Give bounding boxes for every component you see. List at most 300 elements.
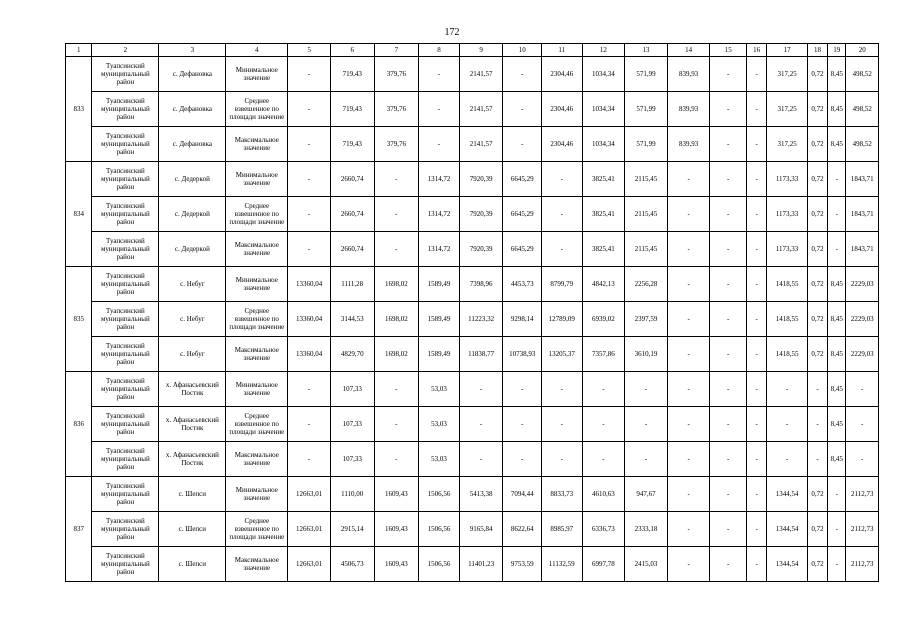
table-cell: 947,67 (625, 477, 668, 512)
table-cell: - (667, 337, 710, 372)
table-cell: 1589,49 (419, 302, 460, 337)
table-cell: - (503, 372, 542, 407)
table-cell: - (710, 197, 747, 232)
table-cell: 8833,73 (541, 477, 582, 512)
table-cell: 2141,57 (459, 92, 503, 127)
table-row (66, 232, 879, 267)
table-cell: 1314,72 (419, 162, 460, 197)
table-cell: - (374, 162, 419, 197)
table-cell: 1418,55 (767, 302, 808, 337)
table-cell: 9165,84 (459, 512, 503, 547)
table-cell: 8,45 (828, 337, 846, 372)
table-cell: - (541, 162, 582, 197)
table-cell: - (746, 92, 766, 127)
table-cell: 12663,01 (288, 512, 331, 547)
table-cell: - (288, 127, 331, 162)
table-cell: х. Афанасьевский Постик (159, 372, 226, 407)
table-cell: 4842,13 (582, 267, 625, 302)
table-cell: 11223,32 (459, 302, 503, 337)
table-cell: - (746, 512, 766, 547)
table-cell: 2115,45 (625, 197, 668, 232)
table-cell: с. Небуг (159, 337, 226, 372)
table-cell: с. Дефановка (159, 127, 226, 162)
table-cell: - (746, 407, 766, 442)
table-cell: 8,45 (828, 442, 846, 477)
table-cell: 7398,96 (459, 267, 503, 302)
table-cell: 0,72 (807, 197, 827, 232)
table-cell: 719,43 (330, 57, 374, 92)
table-cell: - (288, 232, 331, 267)
table-row (66, 547, 879, 582)
table-cell: 0,72 (807, 267, 827, 302)
table-cell: - (374, 197, 419, 232)
table-cell: с. Небуг (159, 302, 226, 337)
table-cell: - (746, 127, 766, 162)
table-cell: 2415,03 (625, 547, 668, 582)
table-cell: 1698,02 (374, 267, 419, 302)
table-cell: 1418,55 (767, 267, 808, 302)
table-cell: 1506,56 (419, 547, 460, 582)
table-cell: 1506,56 (419, 512, 460, 547)
table-cell: Минимальное значение (226, 372, 288, 407)
table-cell: 498,52 (846, 57, 879, 92)
table-cell: Туапсинский муниципальный район (92, 267, 159, 302)
table-cell: 8985,97 (541, 512, 582, 547)
table-cell: 2112,73 (846, 512, 879, 547)
table-cell: - (541, 372, 582, 407)
table-cell: 1173,33 (767, 232, 808, 267)
table-cell: 8,45 (828, 302, 846, 337)
table-cell: - (288, 197, 331, 232)
table-cell: 498,52 (846, 127, 879, 162)
record-number-cell: 835 (66, 267, 92, 372)
table-cell: 1609,43 (374, 547, 419, 582)
table-cell: - (828, 232, 846, 267)
table-cell: - (746, 442, 766, 477)
table-cell: 8622,64 (503, 512, 542, 547)
table-cell: Максимальное значение (226, 337, 288, 372)
table-cell: 2112,73 (846, 547, 879, 582)
column-header: 15 (710, 44, 747, 57)
table-cell: с. Дефановка (159, 92, 226, 127)
table-cell: 1843,71 (846, 197, 879, 232)
table-cell: 571,99 (625, 127, 668, 162)
table-cell: 1698,02 (374, 302, 419, 337)
table-cell: - (710, 267, 747, 302)
table-cell: - (419, 57, 460, 92)
table-cell: - (625, 407, 668, 442)
table-row (66, 372, 879, 407)
table-cell: - (459, 442, 503, 477)
table-cell: - (459, 372, 503, 407)
table-cell: - (846, 372, 879, 407)
table-cell: Туапсинский муниципальный район (92, 407, 159, 442)
table-cell: - (710, 302, 747, 337)
table-cell: Туапсинский муниципальный район (92, 162, 159, 197)
table-cell: - (710, 547, 747, 582)
table-cell: 1173,33 (767, 197, 808, 232)
table-cell: 0,72 (807, 92, 827, 127)
table-cell: 317,25 (767, 57, 808, 92)
table-cell: с. Шепси (159, 512, 226, 547)
table-cell: - (828, 477, 846, 512)
record-number-cell: 836 (66, 372, 92, 477)
table-cell: 3825,41 (582, 232, 625, 267)
table-cell: 9298,14 (503, 302, 542, 337)
table-cell: 2229,03 (846, 267, 879, 302)
table-cell: 7357,86 (582, 337, 625, 372)
table-cell: 2304,46 (541, 92, 582, 127)
table-cell: - (374, 407, 419, 442)
table-cell: 8,45 (828, 57, 846, 92)
table-cell: 1609,43 (374, 477, 419, 512)
table-cell: 719,43 (330, 92, 374, 127)
table-cell: 11401,23 (459, 547, 503, 582)
table-cell: 3825,41 (582, 197, 625, 232)
table-row (66, 302, 879, 337)
table-cell: - (746, 477, 766, 512)
table-cell: х. Афанасьевский Постик (159, 442, 226, 477)
table-cell: 12663,01 (288, 547, 331, 582)
column-header: 19 (828, 44, 846, 57)
table-cell: - (667, 162, 710, 197)
table-cell: - (288, 407, 331, 442)
table-cell: Минимальное значение (226, 267, 288, 302)
table-cell: - (767, 407, 808, 442)
table-cell: - (807, 407, 827, 442)
table-row (66, 92, 879, 127)
column-header: 16 (746, 44, 766, 57)
table-cell: с. Дедеркой (159, 197, 226, 232)
table-cell: 0,72 (807, 162, 827, 197)
table-row (66, 162, 879, 197)
table-cell: 1506,56 (419, 477, 460, 512)
table-cell: 1034,34 (582, 57, 625, 92)
table-row (66, 267, 879, 302)
table-cell: с. Дефановка (159, 57, 226, 92)
table-cell: 2660,74 (330, 232, 374, 267)
table-cell: - (746, 232, 766, 267)
table-cell: с. Шепси (159, 477, 226, 512)
table-cell: 379,76 (374, 57, 419, 92)
table-cell: - (746, 57, 766, 92)
table-cell: 0,72 (807, 547, 827, 582)
table-cell: 0,72 (807, 232, 827, 267)
table-cell: Туапсинский муниципальный район (92, 302, 159, 337)
table-cell: - (419, 92, 460, 127)
table-cell: 1344,54 (767, 547, 808, 582)
table-cell: 11132,59 (541, 547, 582, 582)
table-cell: 317,25 (767, 127, 808, 162)
column-header: 17 (767, 44, 808, 57)
column-header: 2 (92, 44, 159, 57)
table-cell: - (582, 372, 625, 407)
table-cell: 8799,79 (541, 267, 582, 302)
table-cell: 2660,74 (330, 197, 374, 232)
column-header: 8 (419, 44, 460, 57)
table-cell: - (288, 92, 331, 127)
table-cell: - (288, 442, 331, 477)
table-cell: 107,33 (330, 407, 374, 442)
table-cell: - (541, 407, 582, 442)
table-cell: - (667, 197, 710, 232)
page-number: 172 (444, 27, 460, 38)
table-cell: 571,99 (625, 57, 668, 92)
table-cell: с. Шепси (159, 547, 226, 582)
table-cell: - (541, 197, 582, 232)
table-cell: 4610,63 (582, 477, 625, 512)
table-cell: - (374, 442, 419, 477)
table-cell: - (828, 197, 846, 232)
table-cell: 1589,49 (419, 337, 460, 372)
table-cell: 4506,73 (330, 547, 374, 582)
table-cell: - (288, 372, 331, 407)
table-cell: 0,72 (807, 127, 827, 162)
table-cell: 7094,44 (503, 477, 542, 512)
table-cell: 6645,29 (503, 232, 542, 267)
table-header-row (66, 44, 879, 57)
table-cell: - (667, 547, 710, 582)
column-header: 3 (159, 44, 226, 57)
table-cell: 839,93 (667, 57, 710, 92)
table-cell: - (667, 267, 710, 302)
table-cell: 8,45 (828, 372, 846, 407)
table-cell: 2115,45 (625, 162, 668, 197)
table-cell: - (710, 442, 747, 477)
table-cell: 12663,01 (288, 477, 331, 512)
table-cell: - (667, 512, 710, 547)
table-cell: 1609,43 (374, 512, 419, 547)
column-header: 11 (541, 44, 582, 57)
table-cell: Среднее взвешенное по площади значение (226, 197, 288, 232)
table-cell: 2333,18 (625, 512, 668, 547)
table-cell: Туапсинский муниципальный район (92, 442, 159, 477)
table-cell: 0,72 (807, 337, 827, 372)
table-cell: Туапсинский муниципальный район (92, 477, 159, 512)
table-cell: - (667, 407, 710, 442)
table-cell: - (503, 127, 542, 162)
table-cell: 2141,57 (459, 127, 503, 162)
table-cell: - (625, 372, 668, 407)
table-cell: 839,93 (667, 92, 710, 127)
table-cell: - (746, 267, 766, 302)
table-cell: - (746, 162, 766, 197)
table-cell: 6939,02 (582, 302, 625, 337)
table-cell: 839,93 (667, 127, 710, 162)
column-header: 5 (288, 44, 331, 57)
table-cell: 1843,71 (846, 162, 879, 197)
table-cell: х. Афанасьевский Постик (159, 407, 226, 442)
table-cell: - (828, 512, 846, 547)
table-cell: - (288, 57, 331, 92)
table-cell: 2229,03 (846, 302, 879, 337)
table-cell: Среднее взвешенное по площади значение (226, 407, 288, 442)
table-cell: - (582, 407, 625, 442)
table-cell: 7920,39 (459, 162, 503, 197)
table-cell: - (710, 477, 747, 512)
table-cell: - (710, 92, 747, 127)
table-body (66, 57, 879, 582)
table-row (66, 197, 879, 232)
table-cell: 2112,73 (846, 477, 879, 512)
table-cell: Минимальное значение (226, 162, 288, 197)
table-cell: Среднее взвешенное по площади значение (226, 302, 288, 337)
table-cell: 6336,73 (582, 512, 625, 547)
column-header: 7 (374, 44, 419, 57)
table-cell: 719,43 (330, 127, 374, 162)
table-cell: 1589,49 (419, 267, 460, 302)
table-cell: Среднее взвешенное по площади значение (226, 92, 288, 127)
table-row (66, 337, 879, 372)
table-cell: 6645,29 (503, 197, 542, 232)
table-cell: 498,52 (846, 92, 879, 127)
table-row (66, 57, 879, 92)
table-cell: 2660,74 (330, 162, 374, 197)
column-header: 12 (582, 44, 625, 57)
table-cell: Максимальное значение (226, 442, 288, 477)
record-number-cell: 833 (66, 57, 92, 162)
table-cell: 3825,41 (582, 162, 625, 197)
table-cell: с. Дедеркой (159, 232, 226, 267)
table-cell: 6645,29 (503, 162, 542, 197)
table-cell: 107,33 (330, 372, 374, 407)
table-cell: - (503, 407, 542, 442)
table-cell: - (710, 162, 747, 197)
table-cell: - (374, 232, 419, 267)
table-cell: 2304,46 (541, 127, 582, 162)
table-cell: Туапсинский муниципальный район (92, 512, 159, 547)
table-cell: - (767, 442, 808, 477)
table-cell: 1034,34 (582, 127, 625, 162)
table-cell: Среднее взвешенное по площади значение (226, 512, 288, 547)
table-cell: Туапсинский муниципальный район (92, 57, 159, 92)
table-cell: - (710, 232, 747, 267)
table-cell: 1034,34 (582, 92, 625, 127)
table-cell: 1173,33 (767, 162, 808, 197)
table-cell: 4453,73 (503, 267, 542, 302)
table-cell: 2141,57 (459, 57, 503, 92)
table-cell: 53,03 (419, 372, 460, 407)
table-cell: - (667, 477, 710, 512)
column-header: 10 (503, 44, 542, 57)
table-cell: - (710, 407, 747, 442)
table-cell: - (746, 197, 766, 232)
table-cell: 1698,02 (374, 337, 419, 372)
table-cell: 0,72 (807, 302, 827, 337)
table-cell: - (503, 57, 542, 92)
table-cell: 317,25 (767, 92, 808, 127)
table-cell: Минимальное значение (226, 57, 288, 92)
table-cell: - (807, 372, 827, 407)
table-cell: 7920,39 (459, 197, 503, 232)
table-cell: - (625, 442, 668, 477)
table-cell: - (541, 232, 582, 267)
table-cell: - (846, 442, 879, 477)
table-cell: - (667, 302, 710, 337)
column-header: 18 (807, 44, 827, 57)
table-cell: Туапсинский муниципальный район (92, 92, 159, 127)
table-row (66, 477, 879, 512)
column-header: 4 (226, 44, 288, 57)
table-cell: 11838,77 (459, 337, 503, 372)
table-cell: Туапсинский муниципальный район (92, 547, 159, 582)
table-cell: 6997,78 (582, 547, 625, 582)
table-cell: 13205,37 (541, 337, 582, 372)
table-cell: - (746, 302, 766, 337)
table-cell: 2115,45 (625, 232, 668, 267)
table-cell: 53,03 (419, 407, 460, 442)
table-cell: 8,45 (828, 407, 846, 442)
table-cell: - (503, 92, 542, 127)
table-cell: - (710, 372, 747, 407)
table-cell: 1418,55 (767, 337, 808, 372)
table-cell: 0,72 (807, 57, 827, 92)
table-cell: - (503, 442, 542, 477)
table-row (66, 127, 879, 162)
table-cell: - (828, 162, 846, 197)
table-cell: 3610,19 (625, 337, 668, 372)
data-table (65, 43, 879, 582)
table-cell: Минимальное значение (226, 477, 288, 512)
table-cell: 53,03 (419, 442, 460, 477)
table-cell: Максимальное значение (226, 547, 288, 582)
table-row (66, 407, 879, 442)
table-cell: Туапсинский муниципальный район (92, 372, 159, 407)
table-row (66, 442, 879, 477)
table-cell: - (767, 372, 808, 407)
table-cell: 1843,71 (846, 232, 879, 267)
column-header: 1 (66, 44, 92, 57)
table-cell: Максимальное значение (226, 232, 288, 267)
table-cell: - (541, 442, 582, 477)
table-cell: 8,45 (828, 127, 846, 162)
table-cell: - (846, 407, 879, 442)
table-cell: - (459, 407, 503, 442)
table-cell: 2304,46 (541, 57, 582, 92)
table-cell: Туапсинский муниципальный район (92, 197, 159, 232)
column-header: 13 (625, 44, 668, 57)
table-cell: 379,76 (374, 127, 419, 162)
table-cell: 12789,09 (541, 302, 582, 337)
table-cell: 8,45 (828, 267, 846, 302)
record-number-cell: 834 (66, 162, 92, 267)
table-cell: 13360,04 (288, 267, 331, 302)
table-cell: 1314,72 (419, 197, 460, 232)
table-cell: 2915,14 (330, 512, 374, 547)
table-cell: - (807, 442, 827, 477)
table-cell: Максимальное значение (226, 127, 288, 162)
table-cell: - (710, 127, 747, 162)
column-header: 9 (459, 44, 503, 57)
table-cell: 2256,28 (625, 267, 668, 302)
table-cell: 0,72 (807, 477, 827, 512)
table-cell: - (710, 337, 747, 372)
table-cell: 13360,04 (288, 337, 331, 372)
table-cell: 571,99 (625, 92, 668, 127)
column-header: 14 (667, 44, 710, 57)
table-cell: 10738,93 (503, 337, 542, 372)
table-cell: - (667, 232, 710, 267)
table-cell: 13360,04 (288, 302, 331, 337)
table-row (66, 512, 879, 547)
table-cell: Туапсинский муниципальный район (92, 232, 159, 267)
table-cell: 379,76 (374, 92, 419, 127)
table-cell: 7920,39 (459, 232, 503, 267)
table-cell: 5413,38 (459, 477, 503, 512)
table-cell: 9753,59 (503, 547, 542, 582)
table-cell: - (419, 127, 460, 162)
table-cell: - (828, 547, 846, 582)
